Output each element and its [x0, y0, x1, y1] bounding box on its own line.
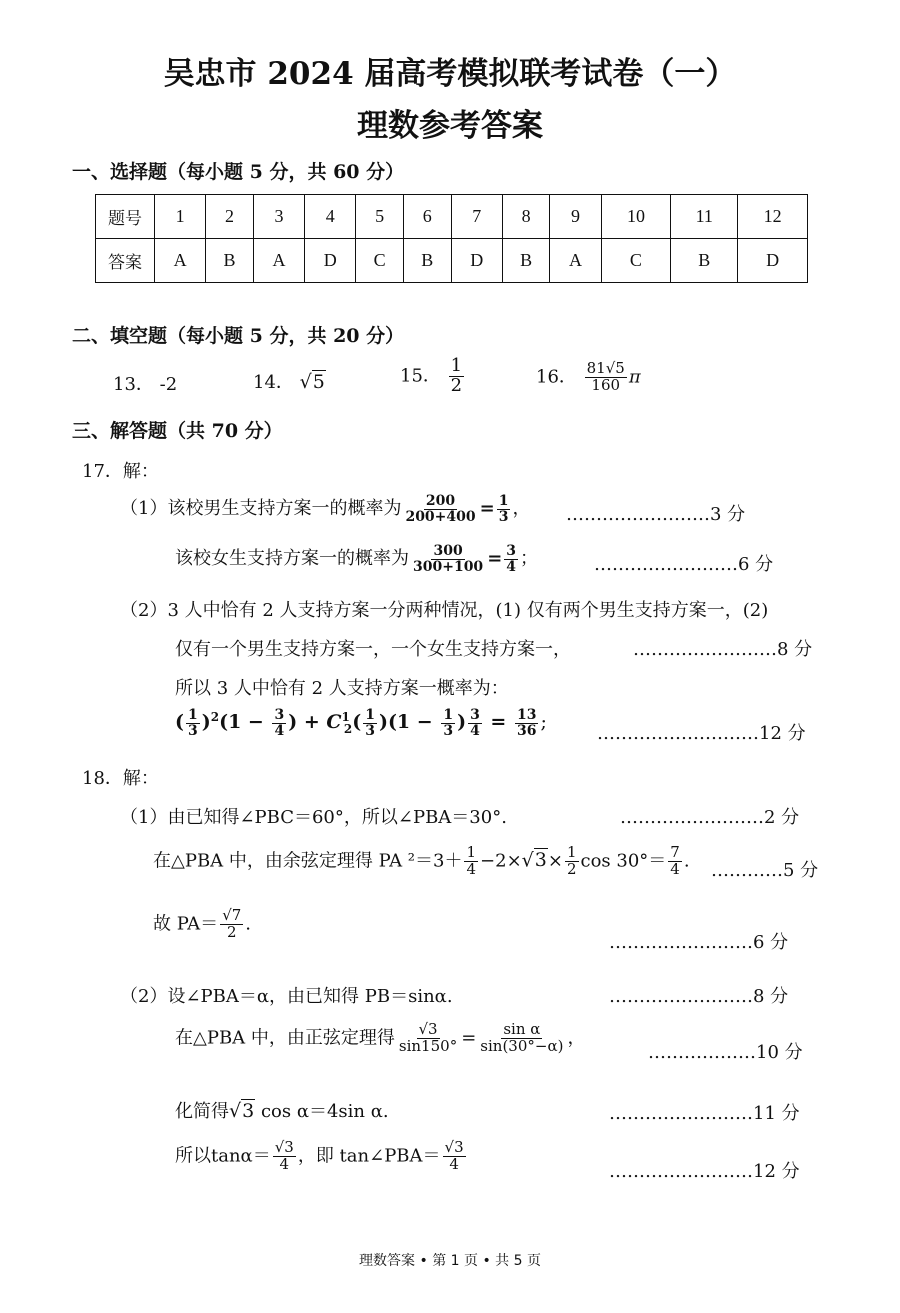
- sqrt-symbol: √5: [299, 371, 325, 393]
- numerator: 200: [425, 493, 456, 509]
- question-number: 1: [155, 195, 206, 239]
- p18-l5-text: 在△PBA 中，由正弦定理得: [175, 1027, 395, 1049]
- row-label-question: 题号: [96, 195, 155, 239]
- denominator: 2: [450, 374, 463, 396]
- p17-l2-fraction: [411, 544, 485, 574]
- question-number: 12: [738, 195, 808, 239]
- p17-line3: （2）3 人中恰有 2 人支持方案一分两种情况，(1) 仅有两个男生支持方案一，(2): [120, 600, 769, 621]
- answer-row: [96, 239, 808, 283]
- p17-formula: ( $\frac{1}{3}$ )$^2$(1 − $\frac{3}{4}$ ) + $C^1_2$( $\frac{1}{3}$ )(1 − $\frac{1}{3}$ ) $\frac{3}{4}$ = $\frac{13}{36}$ ;: [175, 707, 547, 739]
- answer-table: [95, 194, 808, 283]
- answer-cell: B: [206, 239, 254, 283]
- answer-cell: A: [253, 239, 304, 283]
- p18-l7-text: 所以tanα＝: [175, 1145, 271, 1167]
- answer-cell: A: [155, 239, 206, 283]
- p17-l2-text: 该校女生支持方案一的概率为: [175, 548, 409, 570]
- numerator: 3: [506, 543, 517, 559]
- p17-line1: [120, 494, 530, 524]
- question-number: 11: [671, 195, 738, 239]
- section2-heading: 二、填空题（每小题 5 分，共 20 分）: [72, 325, 405, 347]
- pi-symbol: π: [628, 366, 641, 388]
- p17-line5: 所以 3 人中恰有 2 人支持方案一概率为：: [175, 678, 509, 699]
- row-label-answer: 答案: [96, 239, 155, 283]
- punctuation: ；: [520, 548, 539, 570]
- section3-heading: 三、解答题（共 70 分）: [72, 420, 283, 442]
- question-number: 7: [451, 195, 502, 239]
- p17-line2: [175, 544, 538, 574]
- question-number: 4: [305, 195, 356, 239]
- answer-cell: D: [451, 239, 502, 283]
- p18-l3-text: 故 PA＝: [153, 913, 219, 935]
- denominator: 3: [498, 508, 509, 525]
- q13-label: 13．: [113, 374, 154, 395]
- numerator: 81√5: [586, 359, 625, 377]
- p18-line7: 所以tanα＝ $\frac{√3}{4}$ ，即 tan∠PBA＝ $\frac{√3}{4}$: [175, 1138, 464, 1173]
- denominator: 300+100: [413, 558, 484, 575]
- question-number: 9: [550, 195, 601, 239]
- p18-l5-points: ………………10 分: [648, 1042, 803, 1063]
- page-footer: 理数答案 • 第 1 页 • 共 5 页: [359, 1253, 541, 1269]
- q14-label: 14．: [253, 372, 294, 393]
- answer-cell: B: [502, 239, 550, 283]
- fill-answer-16: [536, 361, 641, 394]
- problem18-label: 18．解：: [82, 768, 159, 789]
- q16-label: 16．: [536, 366, 577, 388]
- fill-answer-14: [253, 368, 326, 394]
- p18-l7-points: ……………………12 分: [609, 1161, 800, 1182]
- denominator: 200+400: [405, 508, 476, 525]
- numerator: 1: [498, 493, 509, 509]
- page-subtitle: 理数参考答案: [357, 108, 543, 144]
- p18-line3: 故 PA＝ $\frac{√7}{2}$ .: [153, 906, 252, 941]
- answer-cell: A: [550, 239, 601, 283]
- p18-line4: （2）设∠PBA＝α，由已知得 PB＝sinα.: [120, 986, 453, 1007]
- answer-cell: B: [671, 239, 738, 283]
- section1-heading: 一、选择题（每小题 5 分，共 60 分）: [72, 161, 405, 183]
- fill-answer-15: [400, 357, 466, 396]
- p17-l1-points: ……………………3 分: [566, 504, 746, 525]
- denominator: 160: [591, 375, 621, 394]
- q15-fraction: [449, 357, 464, 396]
- p17-line4: 仅有一个男生支持方案一，一个女生支持方案一，: [175, 639, 571, 660]
- q16-fraction: [585, 361, 627, 394]
- question-number: 6: [403, 195, 451, 239]
- p18-line1: （1）由已知得∠PBC＝60°，所以∠PBA＝30°.: [120, 807, 507, 828]
- answer-cell: C: [601, 239, 671, 283]
- p18-l2-text: 在△PBA 中，由余弦定理得 PA ²＝3＋: [153, 850, 463, 872]
- p18-l6-text: 化简得: [175, 1101, 229, 1122]
- p17-l1-text: （1）该校男生支持方案一的概率为: [120, 498, 402, 520]
- question-number: 3: [253, 195, 304, 239]
- question-number: 5: [356, 195, 404, 239]
- q15-label: 15．: [400, 365, 441, 387]
- question-number: 2: [206, 195, 254, 239]
- problem17-label: 17．解：: [82, 461, 159, 482]
- denominator: 4: [506, 558, 517, 575]
- p17-l1-result: [497, 494, 511, 524]
- fill-answer-13: [113, 370, 177, 396]
- answer-cell: D: [305, 239, 356, 283]
- p18-l6-rest: cos α＝4sin α.: [260, 1101, 389, 1122]
- q14-value: 5: [312, 371, 325, 393]
- question-number: 10: [601, 195, 671, 239]
- p18-l2-points: …………5 分: [711, 860, 819, 881]
- p18-l3-points: ……………………6 分: [609, 932, 789, 953]
- p17-l2-points: ……………………6 分: [594, 554, 774, 575]
- equals-sign: =: [479, 498, 495, 520]
- p18-l4-points: ……………………8 分: [609, 986, 789, 1007]
- p18-line5: 在△PBA 中，由正弦定理得 $\frac{√3}{\sin 150^\circ}$ = $\frac{\text{sin α}}{\sin(30^\circ-\alpha)}$ ，: [175, 1020, 586, 1055]
- equals-sign: =: [487, 548, 503, 570]
- p17-l4-points: ……………………8 分: [633, 639, 813, 660]
- answer-cell: C: [356, 239, 404, 283]
- q13-value: -2: [159, 374, 178, 395]
- p18-l6-points: ……………………11 分: [609, 1103, 800, 1124]
- numerator: 300: [433, 543, 463, 559]
- answer-cell: D: [738, 239, 808, 283]
- question-number-row: [96, 195, 808, 239]
- p17-l2-result: [504, 544, 518, 574]
- p17-l1-fraction: [403, 494, 477, 524]
- page-title: 吴忠市 2024 届高考模拟联考试卷（一）: [163, 56, 737, 92]
- p18-l1-points: ……………………2 分: [620, 807, 800, 828]
- answer-cell: B: [403, 239, 451, 283]
- numerator: 1: [450, 355, 463, 376]
- p18-line2: 在△PBA 中，由余弦定理得 PA ²＝3＋ $\frac{1}{4}$ −2×√3× $\frac{1}{2}$ cos 30°＝ $\frac{7}{4}$ .: [153, 843, 690, 878]
- punctuation: ，: [512, 498, 531, 520]
- question-number: 8: [502, 195, 550, 239]
- p18-line6: 化简得√3 cos α＝4sin α.: [175, 1100, 389, 1122]
- p17-l6-points: ………………………12 分: [597, 723, 806, 744]
- p18-l7-mid: ，即 tan∠PBA＝: [297, 1145, 441, 1167]
